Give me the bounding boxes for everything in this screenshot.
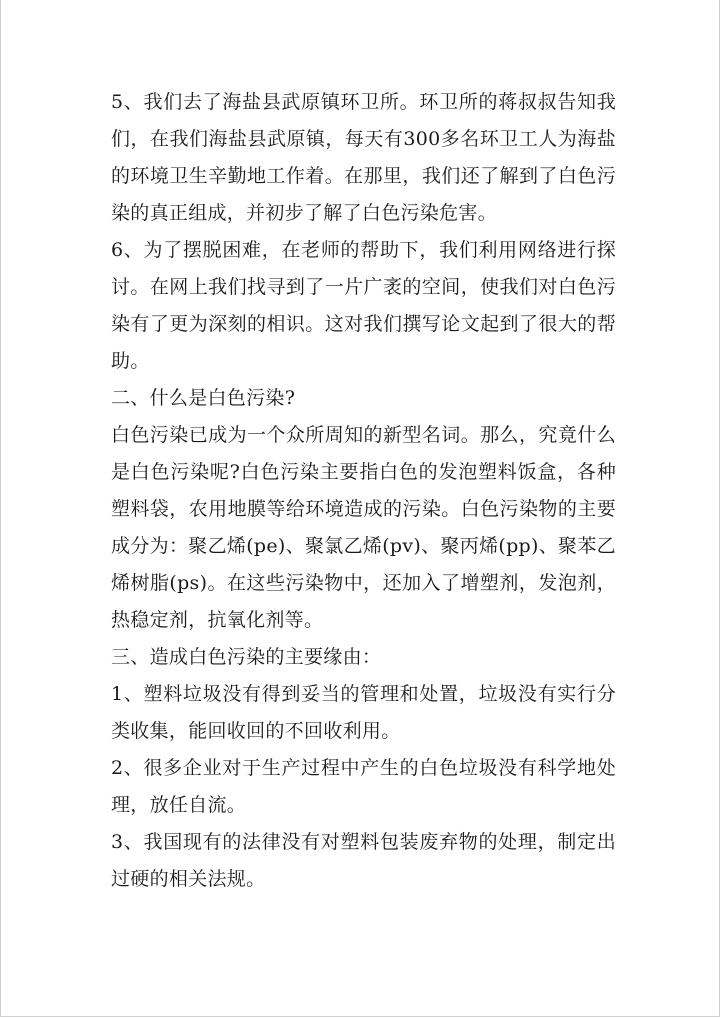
document-body [111,84,616,898]
cause-item-2: 2、很多企业对于生产过程中产生的白色垃圾没有科学地处理，放任自流。 [111,757,616,816]
section-heading-2: 二、什么是白色污染? [111,387,296,409]
section-heading-3: 三、造成白色污染的主要缘由： [111,646,382,668]
cause-item-1: 1、塑料垃圾没有得到妥当的管理和处置，垃圾没有实行分类收集，能回收回的不回收利用。 [111,683,616,742]
paragraph-definition: 白色污染已成为一个众所周知的新型名词。那么，究竟什么是白色污染呢?白色污染主要指白色的发泡塑料饭盒，各种塑料袋，农用地膜等给环境造成的污染。白色污染物的主要成分为：聚乙烯(pe)、聚氯乙烯(pv)、聚丙烯(pp)、聚苯乙烯树脂(ps)。在这些污染物中，还加入了增塑剂，发泡剂，热稳定剂，抗氧化剂等。 [111,424,616,631]
paragraph-item-5: 5、我们去了海盐县武原镇环卫所。环卫所的蒋叔叔告知我们，在我们海盐县武原镇，每天有300多名环卫工人为海盐的环境卫生辛勤地工作着。在那里，我们还了解到了白色污染的真正组成，并初步了解了白色污染危害。 [111,91,616,224]
paragraph-item-6: 6、为了摆脱困难，在老师的帮助下，我们利用网络进行探讨。在网上我们找寻到了一片广袤的空间，使我们对白色污染有了更为深刻的相识。这对我们撰写论文起到了很大的帮助。 [111,239,616,372]
cause-item-3: 3、我国现有的法律没有对塑料包装废弃物的处理，制定出过硬的相关法规。 [111,831,616,890]
